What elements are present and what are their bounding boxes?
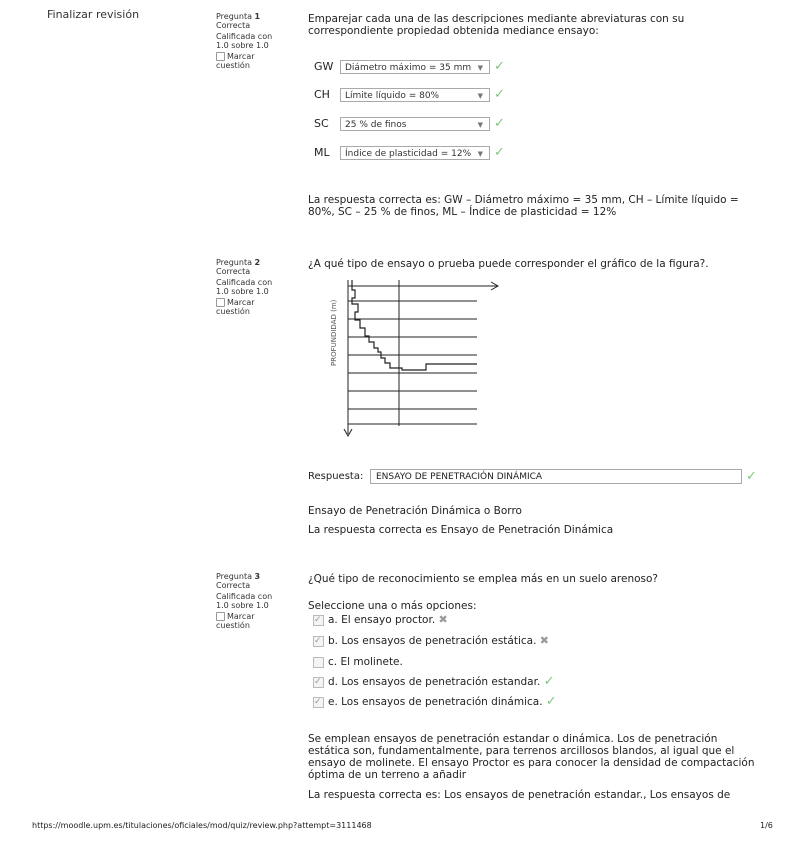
option-b[interactable]: ✓b. Los ensayos de penetración estática. ✖ [313,634,549,648]
answer-field[interactable]: ENSAYO DE PENETRACIÓN DINÁMICA [370,469,742,484]
check-icon: ✓ [494,59,505,74]
right-answer-2: La respuesta correcta es Ensayo de Penetración Dinámica [308,524,614,536]
question-2-text: ¿A qué tipo de ensayo o prueba puede corresponder el gráfico de la figura?. [308,258,709,270]
flag-icon [216,52,225,61]
question-grade: Calificada con 1.0 sobre 1.0 [216,278,273,296]
pair-select-sc[interactable]: 25 % de finos ▼ [340,117,490,131]
flag-icon [216,298,225,307]
cross-icon: ✖ [539,634,550,647]
pair-abbr-gw: GW [314,60,334,73]
cross-icon: ✖ [438,613,448,626]
question-state: Correcta [216,267,251,276]
question-state: Correcta [216,21,251,30]
pair-abbr-sc: SC [314,117,329,130]
question-2-info [216,258,278,316]
pair-abbr-ch: CH [314,88,330,101]
chevron-down-icon: ▼ [477,150,483,158]
check-icon: ✓ [746,469,757,484]
options-prompt: Seleccione una o más opciones: [308,600,477,612]
question-number: Pregunta 2 [216,258,261,267]
feedback-2: Ensayo de Penetración Dinámica o Borro [308,505,522,517]
answer-label: Respuesta: [308,471,364,482]
right-answer-3: La respuesta correcta es: Los ensayos de penetración estandar., Los ensayos de [308,789,731,801]
question-1-info [216,12,278,70]
question-3-info [216,572,278,630]
pair-abbr-ml: ML [314,146,330,159]
checkbox[interactable] [313,677,324,688]
flag-question[interactable]: Marcar cuestión [216,612,255,630]
checkbox[interactable] [313,615,324,626]
question-number: Pregunta 1 [216,12,261,21]
check-icon: ✓ [494,116,505,131]
option-d[interactable]: ✓d. Los ensayos de penetración estandar. ✓ [313,675,555,689]
question-number: Pregunta 3 [216,572,261,581]
option-e[interactable]: ✓e. Los ensayos de penetración dinámica. ✓ [313,695,557,709]
right-answer-1: La respuesta correcta es: GW – Diámetro máximo = 35 mm, CH – Límite líquido = 80%, SC – 25 % de finos, ML – Índice de plasticidad = 12% [308,194,739,218]
check-icon: ✓ [545,694,557,709]
checkbox[interactable] [313,657,324,668]
check-icon: ✓ [543,674,555,689]
checkbox[interactable] [313,697,324,708]
footer-url: https://moodle.upm.es/titulaciones/oficiales/mod/quiz/review.php?attempt=3111468 [32,821,372,830]
feedback-3: Se emplean ensayos de penetración estandar o dinámica. Los de penetración estática son, fundamentalmente, para terrenos arcillosos blandos, al igual que el ensayo de molinete. El ensayo Proctor es para conocer la densidad de compactación óptima de un terreno a añadir [308,733,755,781]
flag-question[interactable]: Marcar cuestión [216,52,255,70]
option-c[interactable]: c. El molinete. [313,655,403,669]
check-icon: ✓ [494,87,505,102]
chevron-down-icon: ▼ [477,92,483,100]
checkbox[interactable] [313,636,324,647]
option-a[interactable]: ✓a. El ensayo proctor. ✖ [313,613,448,627]
question-1-text: Emparejar cada una de las descripciones mediante abreviaturas con su correspondiente propiedad obtenida mediance ensayo: [308,13,685,37]
check-icon: ✓ [494,145,505,160]
pair-select-gw[interactable]: Diámetro máximo = 35 mm ▼ [340,60,490,74]
question-3-text: ¿Qué tipo de reconocimiento se emplea más en un suelo arenoso? [308,573,658,585]
penetration-figure [322,276,512,446]
pair-select-ml[interactable]: Índice de plasticidad = 12% ▼ [340,146,490,160]
flag-question[interactable]: Marcar cuestión [216,298,255,316]
question-grade: Calificada con 1.0 sobre 1.0 [216,32,273,50]
depth-axis-label: PROFUNDIDAD (m) [330,299,338,366]
question-state: Correcta [216,581,251,590]
page-number: 1/6 [760,821,773,830]
chevron-down-icon: ▼ [477,64,483,72]
penetration-curve [352,280,477,370]
finish-review-link[interactable]: Finalizar revisión [47,8,140,21]
question-grade: Calificada con 1.0 sobre 1.0 [216,592,273,610]
pair-select-ch[interactable]: Límite líquido = 80% ▼ [340,88,490,102]
flag-icon [216,612,225,621]
chevron-down-icon: ▼ [477,121,483,129]
